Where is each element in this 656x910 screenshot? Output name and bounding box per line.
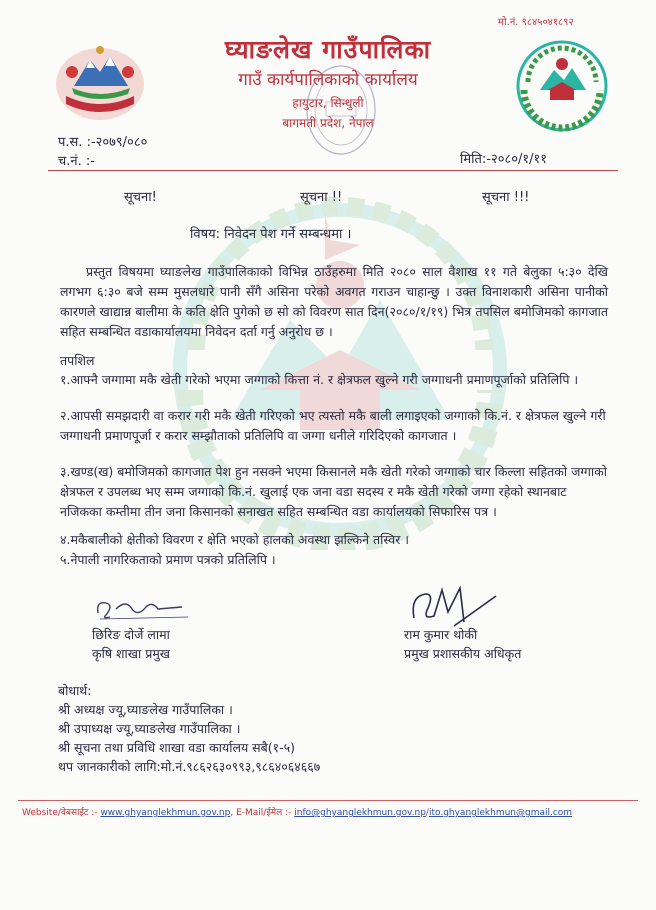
- footer: [22, 805, 572, 818]
- email-link-secondary[interactable]: ito.ghyanglekhmun@gmail.com: [428, 808, 573, 818]
- list-item: ५.नेपाली नागरिकताको प्रमाण पत्रको प्रतिलिपि ।: [60, 552, 276, 567]
- cc-line: श्री अध्यक्ष ज्यू,घ्याङलेख गाउँपालिका ।: [58, 702, 233, 717]
- notice-label-1: सूचना!: [124, 190, 157, 205]
- list-label: तपशिल: [60, 353, 95, 368]
- address-line2: बागमती प्रदेश, नेपाल: [282, 116, 374, 130]
- phone-number: मो.नं. ९८४५०४१८९२: [498, 17, 574, 28]
- notice-label-3: सूचना !!!: [482, 190, 530, 205]
- address-line1: हायुटार, सिन्धुली: [292, 96, 364, 110]
- website-link[interactable]: www.ghyanglekhmun.gov.np: [100, 808, 231, 818]
- signature-left-icon: [92, 595, 192, 623]
- patra-sankhya: प.स. :-२०७९/०८०: [58, 135, 148, 150]
- cc-line: श्री सूचना तथा प्रविधि शाखा वडा कार्यालय सबै(१-५): [58, 740, 296, 755]
- subject-line: विषय: निवेदन पेश गर्ने सम्बन्धमा ।: [190, 227, 352, 242]
- list-item: ४.मकैबालीको क्षेतीको विवरण र क्षेति भएको हालको अवस्था झल्किने तस्विर ।: [60, 532, 410, 547]
- list-item: २.आपसी समझदारी वा करार गरी मकै खेती गरिएको भए त्यस्तो मकै बाली लगाइएको जग्गाको कि.नं. र क्षेत्रफल खुल्ने गरी जग्गाधनी प्रमाणपूर्जा र करार सम्झौताको प्रतिलिपि वा जग्गा धनीले गरिदिएको कागजात ।: [60, 408, 606, 443]
- body-paragraph: [60, 262, 608, 342]
- cc-line: श्री उपाध्यक्ष ज्यू,घ्याङलेख गाउँपालिका ।: [58, 721, 241, 736]
- signatory-left-name: छिरिङ दोर्जे लामा: [92, 627, 170, 642]
- cc-label: बोधार्थ:: [58, 683, 92, 698]
- email-separator: /: [425, 808, 429, 818]
- org-title: घ्याङलेख गाउँपालिका: [224, 35, 432, 64]
- signatory-left-post: कृषि शाखा प्रमुख: [92, 646, 171, 661]
- website-label: Website/वेबसाईट :-: [22, 808, 101, 818]
- chalani-number: च.नं. :-: [58, 154, 95, 169]
- signatory-right-name: राम कुमार थोकी: [404, 627, 478, 642]
- signatory-right-post: प्रमुख प्रशासकीय अधिकृत: [404, 646, 522, 661]
- header-divider: [48, 170, 618, 171]
- list-item: ३.खण्ड(ख) बमोजिमको कागजात पेश हुन नसक्ने भएमा किसानले मकै खेती गरेको जग्गाको चार किल्ला सहितको जग्गाको क्षेत्रफल र उपलब्ध भए सम्म जग्गाको कि.नं. खुलाई एक जना वडा सदस्य र मकै खेती गरेको जग्गा रहेको स्थानबाट नजिकका कम्तीमा तीन जना किसानको सनाखत सहित सम्बन्धित वडा कार्यालयको सिफारिस पत्र ।: [60, 464, 608, 519]
- email-link-primary[interactable]: info@ghyanglekhmun.gov.np: [294, 808, 426, 818]
- cc-line: थप जानकारीको लागि:मो.नं.९८६२६३०९९३,९८६४०६४६६७: [58, 759, 321, 774]
- letter-date: मिति:-२०८०/१/११: [460, 152, 548, 167]
- email-label: , E-Mail/ईमेल :-: [230, 808, 295, 818]
- office-stamp-icon: [302, 62, 380, 158]
- notice-label-2: सूचना !!: [300, 190, 343, 205]
- list-item: १.आफ्नै जग्गामा मकै खेती गरेको भएमा जग्गाको कित्ता नं. र क्षेत्रफल खुल्ने गरी जग्गाधनी प्रमाणपूर्जाको प्रतिलिपि ।: [60, 372, 579, 387]
- body-text: प्रस्तुत विषयमा घ्याङलेख गाउँपालिकाको विभिन्न ठाउँहरुमा मिति २०८० साल वैशाख ११ गते बेलुका ५:३० देखि लगभग ६:३० बजे सम्म मुसलधारे पानी सँगै असिना परेको अवगत गराउन चाहान्छु । उक्त विनाशकारी असिना पानीको कारणले खाद्यान्न बालीमा के कति क्षेति पुगेको छ सो को विवरण सात दिन(२०८०/१/१९) भित्र तपसिल बमोजिमको कागजात सहित सम्बन्धित वडाकार्यालयमा निवेदन दर्ता गर्नु अनुरोध छ ।: [60, 264, 608, 339]
- office-title: गाउँ कार्यपालिकाको कार्यालय: [238, 70, 418, 90]
- municipality-logo-icon: [514, 38, 610, 134]
- footer-divider: [18, 800, 638, 801]
